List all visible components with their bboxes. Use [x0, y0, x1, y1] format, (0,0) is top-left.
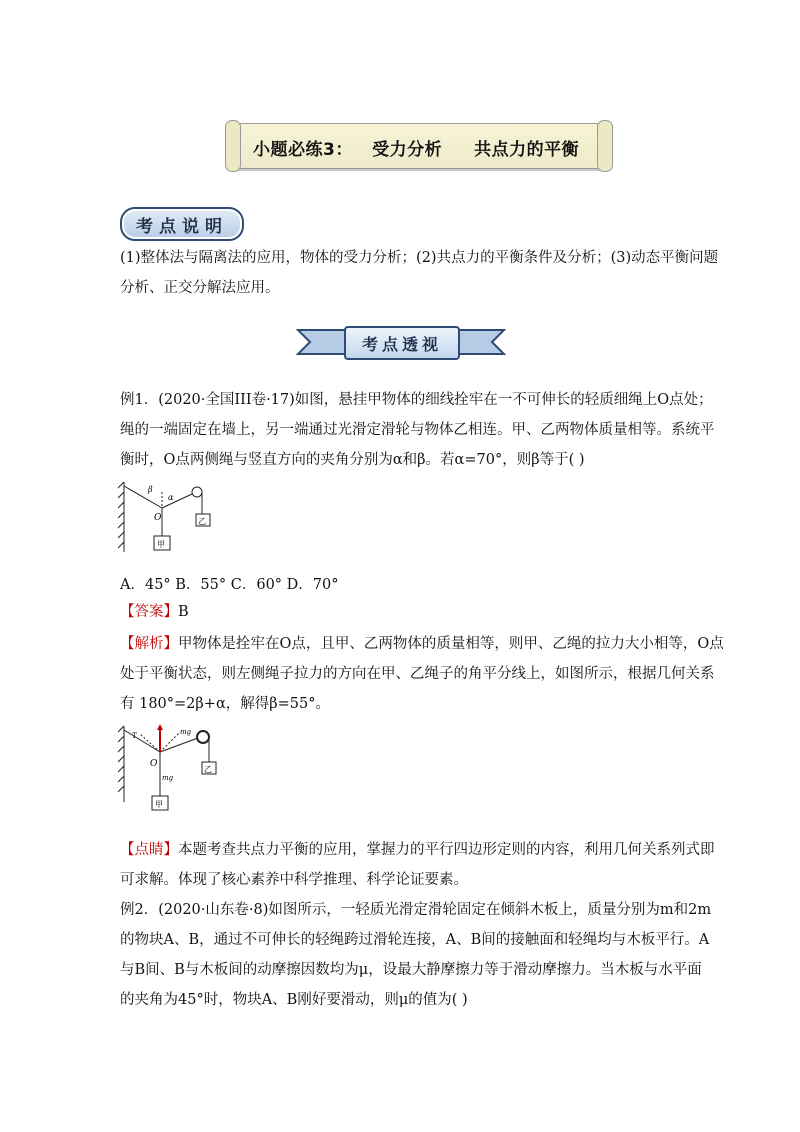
answer-value: B: [178, 604, 189, 620]
svg-text:乙: 乙: [204, 765, 212, 774]
svg-text:乙: 乙: [198, 517, 206, 526]
figure-1: [118, 478, 228, 558]
svg-text:甲: 甲: [155, 800, 163, 809]
svg-text:甲: 甲: [157, 540, 165, 549]
section1-line: 分析、正交分解法应用。: [120, 280, 280, 296]
example1-line: 绳的一端固定在墙上，另一端通过光滑定滑轮与物体乙相连。甲、乙两物体质量相等。系统平: [120, 422, 715, 438]
comment-row: 【点睛】本题考查共点力平衡的应用，掌握力的平行四边形定则的内容，利用几何关系列式即: [120, 842, 715, 858]
scroll-curl-right: [597, 120, 613, 172]
section-badge-perspective: [296, 324, 506, 360]
analysis-row: 【解析】甲物体是拴牢在O点，且甲、乙两物体的质量相等，则甲、乙绳的拉力大小相等，O点: [120, 636, 724, 652]
section1-line: (1)整体法与隔离法的应用，物体的受力分析；(2)共点力的平衡条件及分析；(3)动态平衡问题: [120, 250, 719, 266]
answer-tag: 【答案】: [120, 604, 178, 620]
example2-line: 的物块A、B，通过不可伸长的轻绳跨过滑轮连接，A、B间的接触面和轻绳均与木板平行。A: [120, 932, 710, 948]
section-badge-explanation: 考点说明: [120, 207, 244, 241]
example2-line: 与B间、B与木板间的动摩擦因数均为μ，设最大静摩擦力等于滑动摩擦力。当木板与水平面: [120, 962, 702, 978]
analysis-line: 有 180°=2β+α，解得β=55°。: [120, 696, 330, 712]
svg-text:α: α: [168, 493, 174, 502]
svg-text:T: T: [132, 732, 137, 740]
svg-text:O: O: [154, 513, 162, 523]
svg-text:mg: mg: [180, 728, 192, 736]
example2-line: 例2．(2020·山东卷·8)如图所示，一轻质光滑定滑轮固定在倾斜木板上，质量分别为m和2m: [120, 902, 712, 918]
example1-options: A．45° B．55° C．60° D．70°: [120, 577, 339, 593]
title-banner: [232, 123, 606, 169]
arrow-head: [157, 724, 163, 730]
analysis-line: 处于平衡状态，则左侧绳子拉力的方向在甲、乙绳子的角平分线上，如图所示，根据几何关系: [120, 666, 715, 682]
svg-text:mg: mg: [162, 774, 174, 782]
figure-2: [118, 722, 228, 814]
scroll-curl-left: [225, 120, 241, 172]
comment-tag: 【点睛】: [120, 842, 178, 858]
svg-text:β: β: [148, 485, 153, 494]
page-title: 小题必练3： 受力分析 共点力的平衡: [253, 140, 580, 160]
ribbon-center: 考点透视: [344, 326, 460, 360]
analysis-tag: 【解析】: [120, 636, 178, 652]
answer-row: [120, 602, 189, 622]
example1-line: 衡时，O点两侧绳与竖直方向的夹角分别为α和β。若α=70°，则β等于( ): [120, 452, 585, 468]
example1-line: 例1．(2020·全国III卷·17)如图，悬挂甲物体的细线拴牢在一不可伸长的轻质细绳上O点处；: [120, 392, 713, 408]
svg-text:O: O: [150, 759, 158, 769]
example2-line: 的夹角为45°时，物块A、B刚好要滑动，则μ的值为( ): [120, 992, 468, 1008]
comment-line: 可求解。体现了核心素养中科学推理、科学论证要素。: [120, 872, 468, 888]
